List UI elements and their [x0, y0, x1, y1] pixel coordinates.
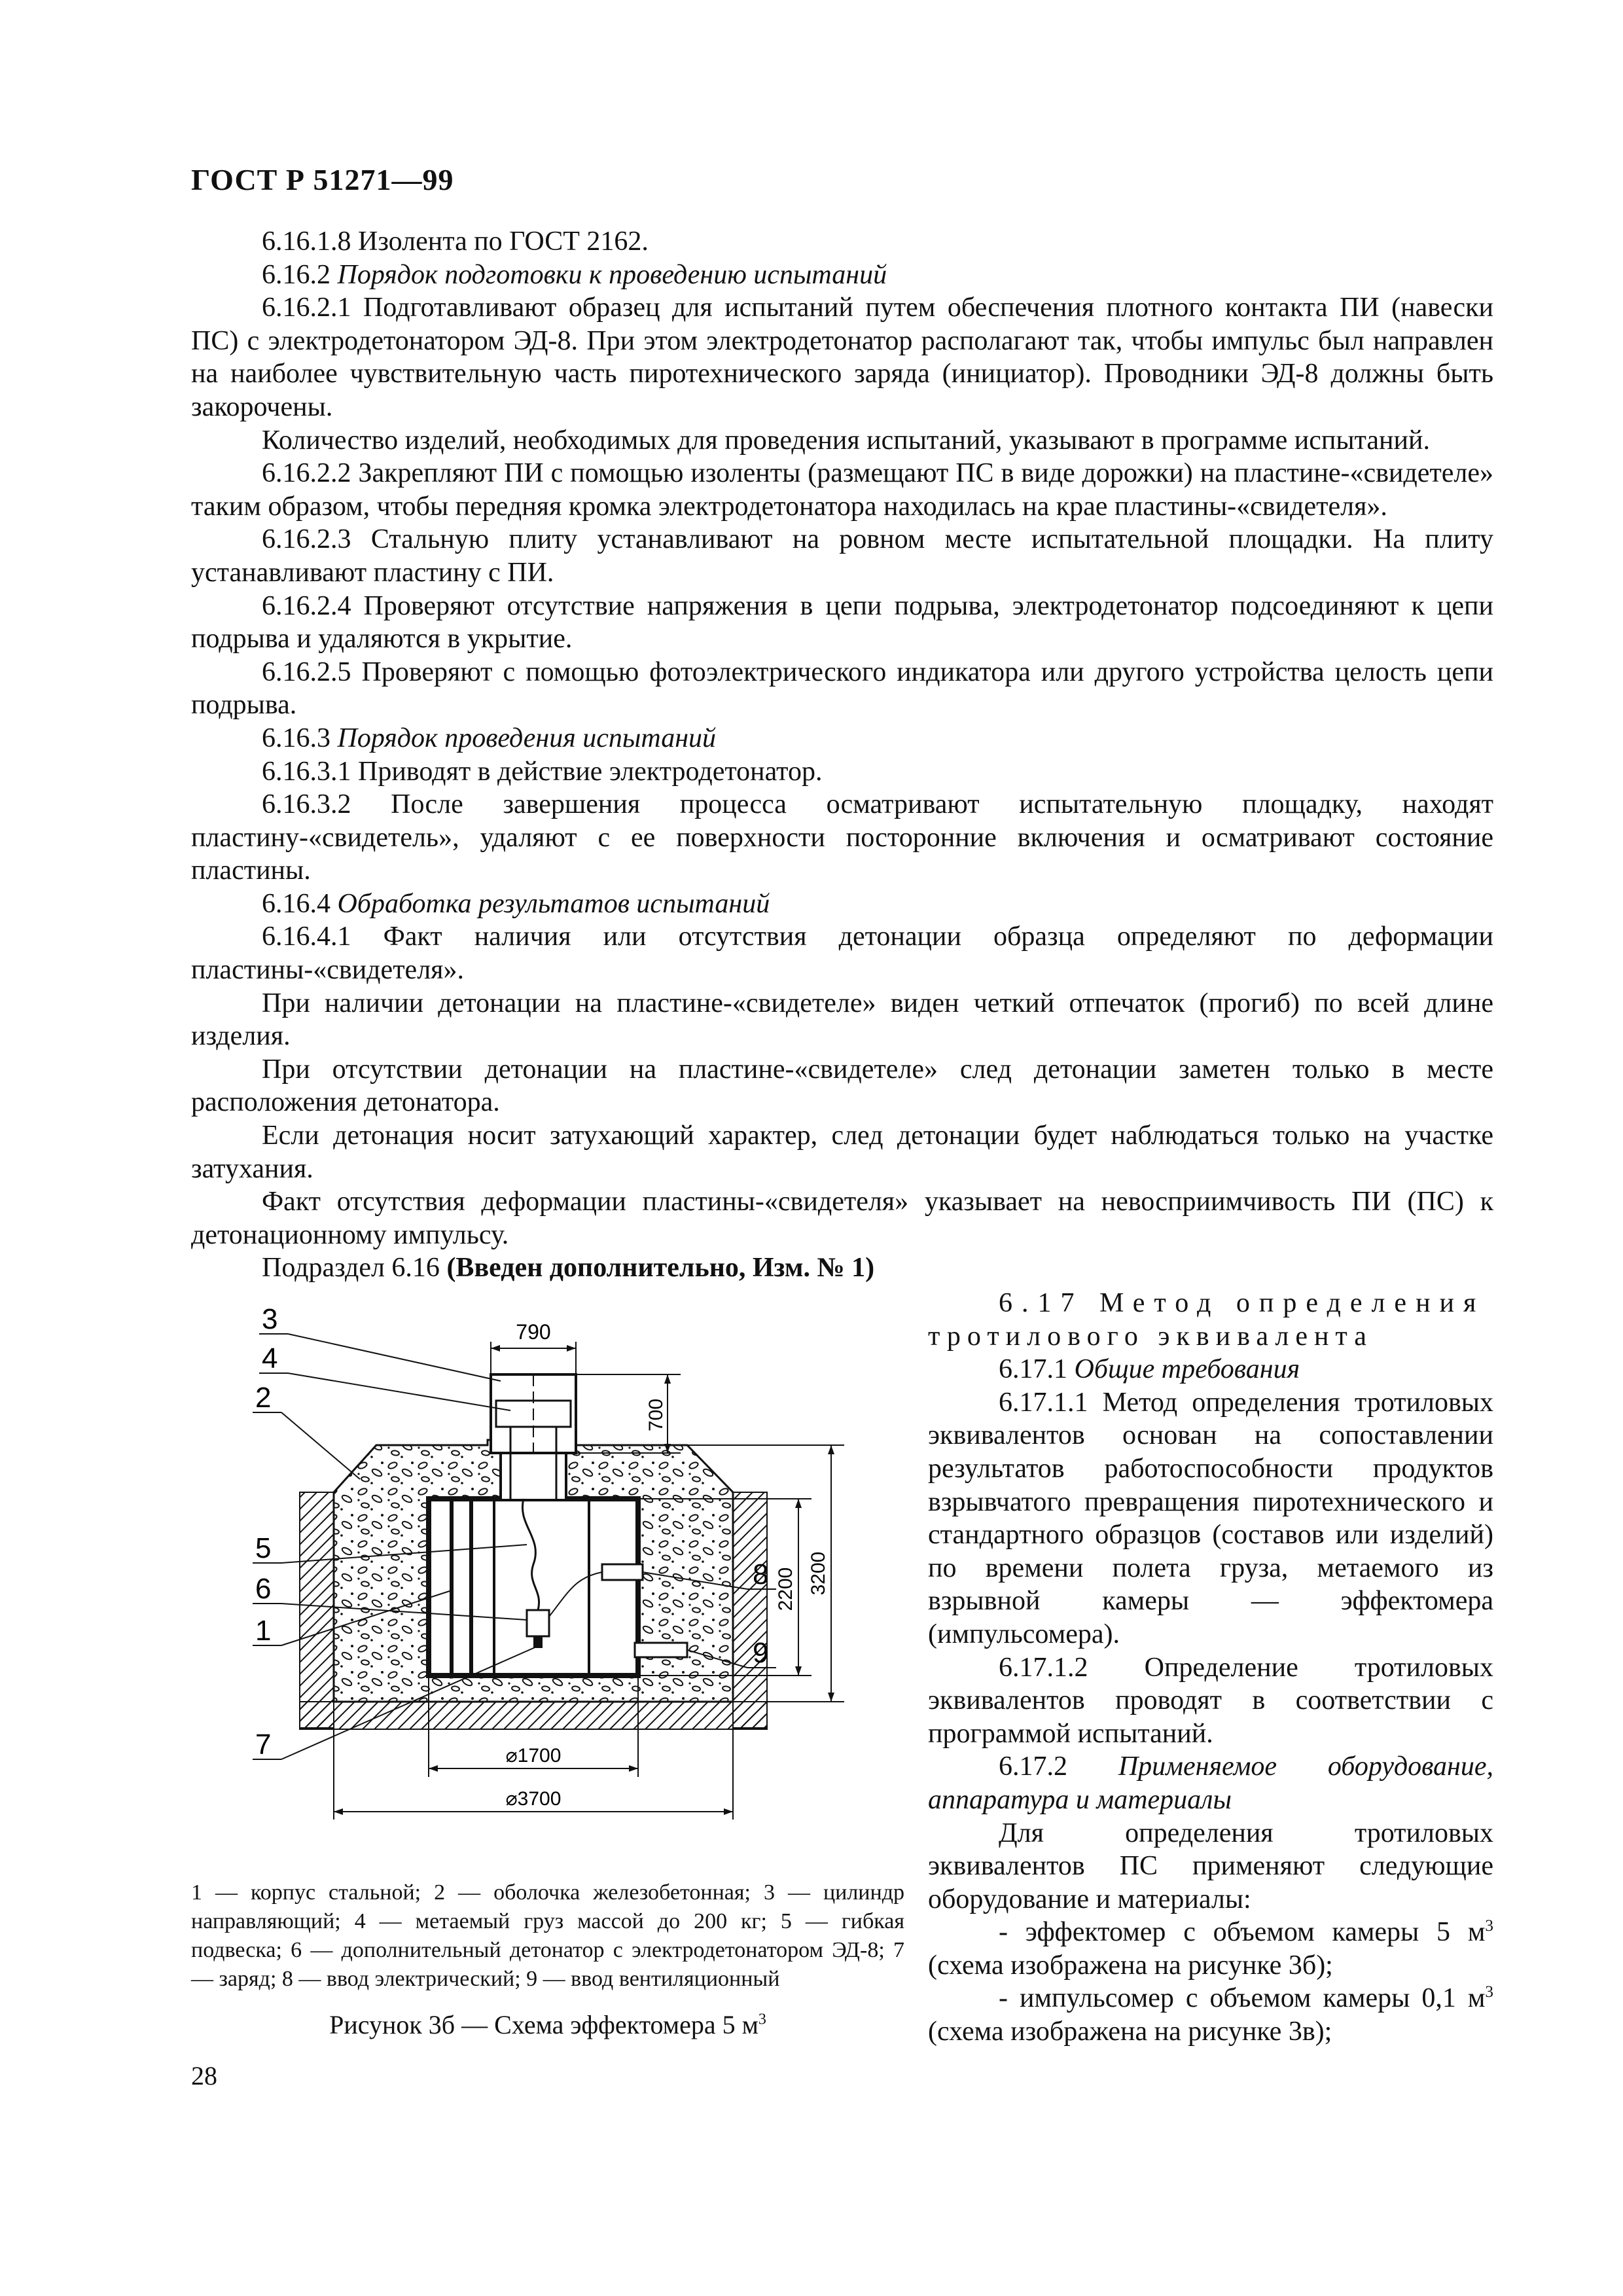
callout-6: 6: [255, 1573, 272, 1605]
ground-bottom: [300, 1702, 767, 1729]
right-column: [928, 1287, 1493, 2049]
callout-1: 1: [255, 1615, 272, 1647]
vent-input: [635, 1643, 687, 1657]
paragraph: 6.16.2.2 Закрепляют ПИ с помощью изоленты (размещают ПС в виде дорожки) на пластине-«свидетеле» таким образом, чтобы передняя кромка электродетонатора находилась на крае пластины-«свидетеля».: [191, 458, 1493, 522]
paragraph: 6.16.3.1 Приводят в действие электродетонатор.: [262, 756, 823, 787]
paragraph: 6.17.1.1 Метод определения тротиловых эквивалентов основан на сопоставлении результатов работоспособности продуктов взрывчатого превращения пиротехнического и стандартного образцов (составов или изделий) по времени полета груза, метаемого из взрывной камеры — эффектомера (импульсомера).: [928, 1387, 1493, 1649]
subsection-heading: 6.17.1 Общие требования: [999, 1354, 1300, 1385]
paragraph: 6.16.3.2 После завершения процесса осматривают испытательную площадку, находят пластину-«свидетель», удаляют с ее поверхности посторонние включения и осматривают состояние пластины.: [191, 789, 1493, 886]
dim-700: 700: [645, 1398, 667, 1432]
callout-5: 5: [255, 1532, 272, 1564]
paragraph: 6.16.2.4 Проверяют отсутствие напряжения в цепи подрыва, электродетонатор подсоединяют к цепи подрыва и удаляются в укрытие.: [191, 590, 1493, 655]
dim-d3700: ⌀3700: [505, 1788, 562, 1810]
main-text: [191, 225, 1493, 1285]
callout-3: 3: [262, 1303, 278, 1335]
ground-left: [300, 1492, 334, 1728]
list-item: - эффектомер с объемом камеры 5 $м^3$ (схема изображена на рисунке 3б);: [928, 1917, 1493, 1981]
subsection-heading: 6.17.2 Применяемое оборудование, аппаратура и материалы: [928, 1751, 1494, 1815]
callout-9: 9: [753, 1637, 769, 1669]
paragraph: Для определения тротиловых эквивалентов ПС применяют следующие оборудование и материалы:: [928, 1818, 1493, 1914]
callout-2: 2: [255, 1382, 272, 1414]
figure-title: Рисунок 3б — Схема эффектомера 5 $м^3$: [329, 2010, 766, 2039]
paragraph: При отсутствии детонации на пластине-«свидетеле» след детонации заметен только в месте расположения детонатора.: [191, 1054, 1493, 1118]
paragraph: 6.16.2.1 Подготавливают образец для испытаний путем обеспечения плотного контакта ПИ (навески ПС) с электродетонатором ЭД-8. При этом электродетонатор располагают так, чтобы импульс был направлен на наиболее чувствительную часть пиротехнического заряда (инициатор). Проводники ЭД-8 должны быть закорочены.: [191, 293, 1493, 422]
subsection-note: Подраздел 6.16 (Введен дополнительно, Изм. № 1): [262, 1253, 875, 1283]
paragraph: При наличии детонации на пластине-«свидетеле» виден четкий отпечаток (прогиб) по всей длине изделия.: [191, 988, 1493, 1052]
ground-right: [733, 1492, 767, 1728]
dim-3200: 3200: [808, 1551, 829, 1596]
paragraph: 6.17.1.2 Определение тротиловых эквивалентов проводят в соответствии с программой испытаний.: [928, 1652, 1493, 1749]
section-heading: 6.16.4 Обработка результатов испытаний: [262, 888, 770, 919]
section-title: 6.17 Метод определения: [999, 1288, 1486, 1318]
dim-top: 790: [516, 1320, 551, 1344]
effectometer-diagram: [236, 1302, 897, 1865]
steel-body: [429, 1499, 638, 1676]
section-title-2: тротилового эквивалента: [928, 1321, 1373, 1352]
paragraph: 6.16.2.5 Проверяют с помощью фотоэлектрического индикатора или другого устройства целость цепи подрыва.: [191, 656, 1493, 721]
figure-caption: 1 — корпус стальной; 2 — оболочка железобетонная; 3 — цилиндр направляющий; 4 — метаемый груз массой до 200 кг; 5 — гибкая подвеска; 6 — дополнительный детонатор с электродетонатором ЭД-8; 7 — заряд; 8 — ввод электрический; 9 — ввод вентиляционный: [191, 1880, 904, 1991]
paragraph: Факт отсутствия деформации пластины-«свидетеля» указывает на невосприимчивость ПИ (ПС) к детонационному импульсу.: [191, 1187, 1493, 1250]
paragraph: 6.16.2.3 Стальную плиту устанавливают на ровном месте испытательной площадки. На плиту устанавливают пластину с ПИ.: [191, 524, 1493, 588]
extra-detonator: [527, 1610, 549, 1636]
section-heading: 6.16.2 Порядок подготовки к проведению испытаний: [262, 259, 887, 290]
section-heading: 6.16.3 Порядок проведения испытаний: [262, 723, 717, 753]
standard-header: ГОСТ Р 51271—99: [191, 163, 454, 196]
paragraph: Если детонация носит затухающий характер, след детонации будет наблюдаться только на участке затухания.: [191, 1121, 1493, 1184]
dim-d1700: ⌀1700: [505, 1745, 562, 1767]
callout-8: 8: [753, 1558, 769, 1590]
paragraph: 6.16.1.8 Изолента по ГОСТ 2162.: [262, 226, 649, 257]
callout-7: 7: [255, 1729, 272, 1761]
paragraph: Количество изделий, необходимых для проведения испытаний, указывают в программе испытаний.: [262, 425, 1430, 456]
callout-4: 4: [262, 1342, 278, 1374]
page-number: 28: [191, 2061, 217, 2090]
electric-input: [602, 1564, 643, 1580]
dim-2200: 2200: [775, 1567, 796, 1611]
list-item: - импульсомер с объемом камеры 0,1 $м^3$ (схема изображена на рисунке 3в);: [928, 1983, 1493, 2047]
paragraph: 6.16.4.1 Факт наличия или отсутствия детонации образца определяют по деформации пластины-«свидетеля».: [191, 922, 1493, 986]
